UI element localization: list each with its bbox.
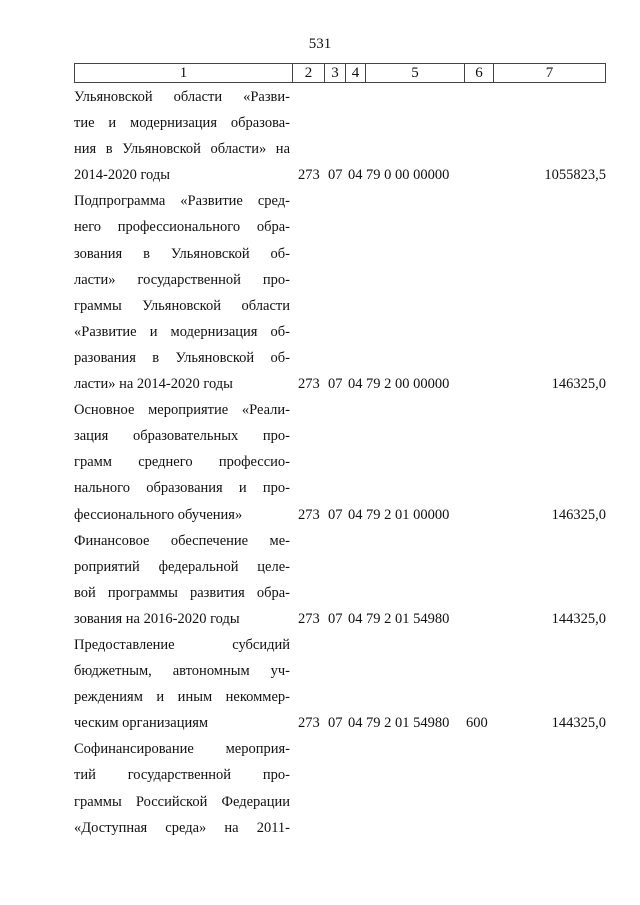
cell-c4: 04 — [348, 167, 363, 184]
cell-c2: 273 — [298, 506, 320, 523]
row-description-line: Подпрограмма «Развитие сред- — [74, 193, 290, 210]
row-description-line: Софинансирование мероприя- — [74, 741, 290, 758]
row-description-line: зования на 2016-2020 годы — [74, 610, 240, 627]
cell-c7: 1055823,5 — [544, 167, 606, 184]
row-description-line: Финансовое обеспечение ме- — [74, 532, 290, 549]
cell-c4: 04 — [348, 376, 363, 393]
table-row — [74, 528, 606, 632]
row-description-line: реждениям и иным некоммер- — [74, 689, 290, 706]
row-description-line: роприятий федеральной целе- — [74, 558, 290, 575]
row-description-line: ласти» на 2014-2020 годы — [74, 376, 233, 393]
row-description-line: разования в Ульяновской об- — [74, 349, 290, 366]
row-description-line: нального образования и про- — [74, 480, 290, 497]
cell-c7: 146325,0 — [551, 506, 606, 523]
row-description-line: «Развитие и модернизация об- — [74, 323, 290, 340]
cell-c6: 600 — [466, 715, 488, 732]
cell-c3: 07 — [328, 167, 343, 184]
header-col-3: 3 — [325, 64, 346, 82]
row-description-line: Основное мероприятие «Реали- — [74, 402, 290, 419]
row-description-line: Предоставление субсидий — [74, 636, 290, 653]
cell-c5: 79 2 01 54980 — [366, 715, 450, 732]
table-row — [74, 632, 606, 736]
header-col-5: 5 — [366, 64, 465, 82]
row-description-line: бюджетным, автономным уч- — [74, 663, 290, 680]
cell-c7: 144325,0 — [551, 610, 606, 627]
row-description-line: ния в Ульяновской области» на — [74, 141, 290, 158]
row-description-line: граммы Российской Федерации — [74, 793, 290, 810]
header-col-4: 4 — [346, 64, 366, 82]
table-row — [74, 397, 606, 527]
row-description-line: ческим организациям — [74, 715, 209, 732]
row-description-line: «Доступная среда» на 2011- — [74, 819, 290, 836]
row-description-line: граммы Ульяновской области — [74, 297, 290, 314]
cell-c2: 273 — [298, 715, 320, 732]
cell-c5: 79 0 00 00000 — [366, 167, 450, 184]
header-col-1: 1 — [75, 64, 293, 82]
row-description-line: него профессионального обра- — [74, 219, 290, 236]
row-description-line: ласти» государственной про- — [74, 271, 290, 288]
row-description-line: вой программы развития обра- — [74, 584, 290, 601]
cell-c3: 07 — [328, 610, 343, 627]
row-description-line: зования в Ульяновской об- — [74, 245, 290, 262]
header-col-7: 7 — [545, 65, 554, 81]
cell-c3: 07 — [328, 376, 343, 393]
cell-c2: 273 — [298, 167, 320, 184]
row-description-line: 2014-2020 годы — [74, 167, 170, 184]
row-description-line: фессионального обучения» — [74, 506, 243, 523]
cell-c3: 07 — [328, 506, 343, 523]
row-description-line: Ульяновской области «Разви- — [74, 89, 290, 105]
table-header — [74, 63, 606, 83]
cell-c4: 04 — [348, 715, 363, 732]
row-description-line: грамм среднего профессио- — [74, 454, 290, 471]
cell-c5: 79 2 00 00000 — [366, 376, 450, 393]
cell-c7: 146325,0 — [551, 376, 606, 393]
header-col-6: 6 — [465, 64, 494, 82]
row-description-line: тие и модернизация образова- — [74, 115, 290, 132]
cell-c7: 144325,0 — [551, 715, 606, 732]
cell-c3: 07 — [328, 715, 343, 732]
row-description-line: зация образовательных про- — [74, 428, 290, 445]
cell-c5: 79 2 01 00000 — [366, 506, 450, 523]
table-row — [74, 188, 606, 397]
header-col-2: 2 — [293, 64, 325, 82]
cell-c4: 04 — [348, 610, 363, 627]
table-row — [74, 736, 606, 840]
cell-c5: 79 2 01 54980 — [366, 610, 450, 627]
row-description-line: тий государственной про- — [74, 767, 290, 784]
cell-c2: 273 — [298, 610, 320, 627]
cell-c4: 04 — [348, 506, 363, 523]
table-body — [74, 84, 606, 841]
table-row — [74, 84, 606, 188]
cell-c2: 273 — [298, 376, 320, 393]
page-number: 531 — [308, 36, 332, 52]
